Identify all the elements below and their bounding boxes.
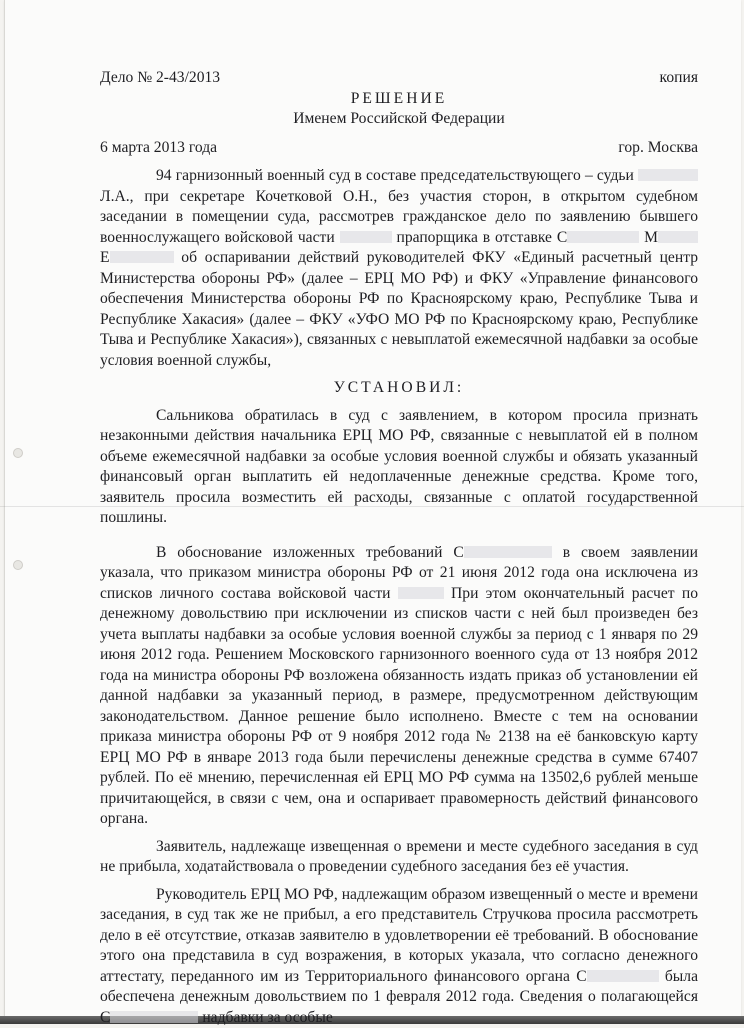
decision-city: гор. Москва [618, 138, 698, 159]
copy-mark: копия [660, 68, 698, 89]
redaction-mark [638, 169, 698, 181]
redaction-mark [658, 231, 698, 243]
document-subtitle: Именем Российской Федерации [100, 109, 698, 130]
redaction-mark [110, 251, 174, 263]
redaction-mark [567, 231, 639, 243]
paragraph-grounds: В обоснование изложенных требований С в своем заявлении указала, что приказом министра обороны РФ от 21 июня 2012 года она исключена из списков личного состава войсковой части При этом окончательный расчет по денежному довольствию при исключении из списков части с ней был произведен без учета выплаты надбавки за особые условия военной службы за период с 1 января по 29 июня 2012 года. Решением Московского гарнизонного военного суда от 13 ноября 2012 года на министра обороны РФ возложена обязанность издать приказ об установлении ей данной надбавки за указанный период, в размере, предусмотренном действующим законодательством. Данное решение было исполнено. Вместе с тем на основании приказа министра обороны РФ от 9 ноября 2012 года № 2138 на её банковскую карту ЕРЦ МО РФ в январе 2013 года были перечислены денежные средства в сумме 67407 рублей. По её мнению, перечисленная ей ЕРЦ МО РФ сумма на 13502,6 рублей меньше причитающейся, в связи с чем, она и оспаривает правомерность действий финансового органа. [100, 543, 698, 830]
court-decision-text [100, 68, 698, 1028]
redaction-mark [587, 970, 659, 982]
redaction-mark [398, 587, 444, 599]
redaction-mark [464, 546, 552, 558]
document-title: РЕШЕНИЕ [100, 89, 698, 110]
punch-hole [13, 448, 23, 458]
section-title: УСТАНОВИЛ: [100, 378, 698, 399]
decision-date: 6 марта 2013 года [100, 138, 217, 159]
paragraph-respondent: Руководитель ЕРЦ МО РФ, надлежащим образом извещенный о месте и времени заседания, в суд так же не прибыл, а его представитель Стручкова просила рассмотреть дело в её отсутствие, отказав заявителю в удовлетворении её требований. В обоснование этого она представила в суд возражения, в которых указала, что согласно денежного аттестату, переданного им из Территориального финансового органа С была обеспечена денежным довольствием по 1 февраля 2012 года. Сведения о полагающейся С надбавки за особые [100, 885, 698, 1028]
redaction-mark [340, 231, 392, 243]
date-city-row [100, 138, 698, 159]
punch-hole [13, 560, 23, 570]
header-row [100, 68, 698, 89]
redaction-mark [110, 1011, 198, 1023]
intro-paragraph: 94 гарнизонный военный суд в составе председательствующего – судьи Л.А., при секретаре Кочетковой О.Н., без участия сторон, в открытом судебном заседании в помещении суда, рассмотрев гражданское дело по заявлению бывшего военнослужащего войсковой части прапорщика в отставке С М Е об оспаривании действий руководителей ФКУ «Единый расчетный центр Министерства обороны РФ» (далее – ЕРЦ МО РФ) и ФКУ «Управление финансового обеспечения Министерства обороны РФ по Красноярскому краю, Республике Тыва и Республике Хакасия» (далее – ФКУ «УФО МО РФ по Красноярскому краю, Республике Тыва и Республике Хакасия»), связанных с невыплатой ежемесячной надбавки за особые условия военной службы, [100, 166, 698, 371]
case-number: Дело № 2-43/2013 [100, 68, 220, 89]
paragraph-applicant-absence: Заявитель, надлежаще извещенная о времени и месте судебного заседания в суд не прибыла, ходатайствовала о проведении судебного заседания без её участия. [100, 837, 698, 878]
paragraph-claim: Сальникова обратилась в суд с заявлением, в котором просила признать незаконными действия начальника ЕРЦ МО РФ, связанные с невыплатой ей в полном объеме ежемесячной надбавки за особые условия военной службы и обязать указанный финансовый орган выплатить ей недоплаченные денежные средства. Кроме того, заявитель просила возместить ей расходы, связанные с оплатой государственной пошлины. [100, 406, 698, 529]
